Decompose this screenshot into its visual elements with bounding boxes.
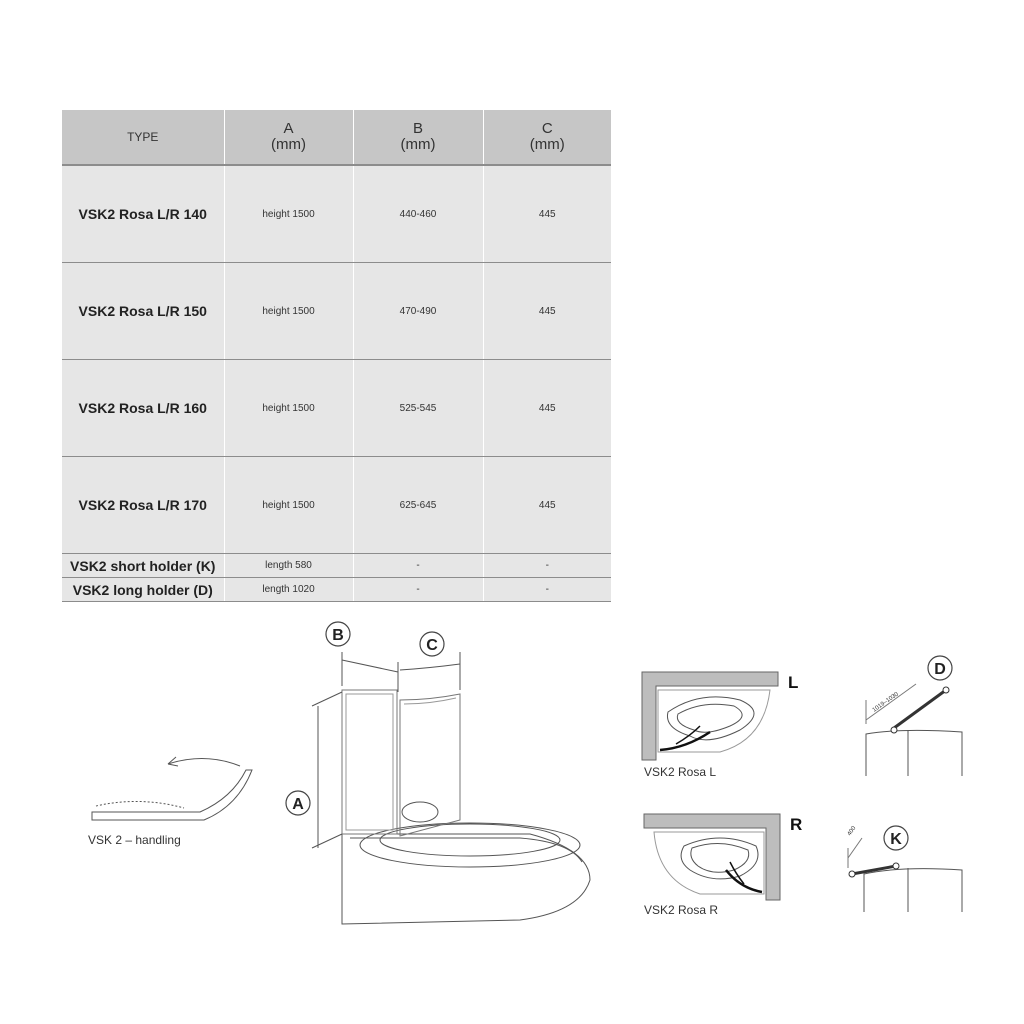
cell-b: 525-545 [353, 360, 483, 457]
panel-curved [92, 770, 252, 820]
rosa-r-caption: VSK2 Rosa R [644, 903, 719, 917]
cell-c: 445 [483, 457, 611, 554]
svg-text:D: D [934, 661, 946, 678]
dim-k-label: 400 [846, 825, 858, 838]
bathtub-drawing [312, 652, 590, 924]
cell-b: - [353, 578, 483, 602]
dim-c-line [400, 664, 460, 670]
cell-a: height 1500 [224, 360, 353, 457]
cell-a: length 580 [224, 554, 353, 578]
side-r-label: R [790, 815, 803, 834]
header-b: B (mm) [353, 110, 483, 165]
cell-a: height 1500 [224, 263, 353, 360]
cell-c: 445 [483, 360, 611, 457]
header-c: C (mm) [483, 110, 611, 165]
svg-text:B: B [332, 627, 344, 644]
label-d-circle [928, 656, 952, 680]
cell-type: VSK2 Rosa L/R 170 [62, 457, 224, 554]
cell-b: 625-645 [353, 457, 483, 554]
plan-rosa-l [642, 672, 778, 760]
cell-c: 445 [483, 165, 611, 263]
cell-a: length 1020 [224, 578, 353, 602]
cell-type: VSK2 Rosa L/R 160 [62, 360, 224, 457]
cell-b: 470-490 [353, 263, 483, 360]
svg-text:A: A [292, 796, 304, 813]
cell-b: 440-460 [353, 165, 483, 263]
dim-b-line [342, 660, 398, 672]
header-type: TYPE [62, 110, 224, 165]
cell-b: - [353, 554, 483, 578]
screen-fixed-panel [342, 690, 397, 834]
svg-text:K: K [890, 831, 902, 848]
label-a-circle [286, 791, 310, 815]
holder-k-drawing [848, 838, 962, 912]
panel-ghost [96, 801, 184, 808]
handling-sketch [92, 757, 252, 820]
side-l-label: L [788, 673, 799, 692]
svg-text:C: C [426, 637, 438, 654]
cell-a: height 1500 [224, 457, 353, 554]
handling-caption: VSK 2 – handling [88, 833, 181, 847]
label-c-circle [420, 632, 444, 656]
label-b-circle [326, 622, 350, 646]
cell-type: VSK2 short holder (K) [62, 554, 224, 578]
rotation-arrow [168, 758, 240, 766]
cell-c: 445 [483, 263, 611, 360]
plan-rosa-r [644, 814, 780, 900]
cell-a: height 1500 [224, 165, 353, 263]
cell-type: VSK2 long holder (D) [62, 578, 224, 602]
screen-curved-panel [400, 694, 460, 836]
cell-type: VSK2 Rosa L/R 150 [62, 263, 224, 360]
holder-d-drawing [866, 684, 962, 776]
cell-type: VSK2 Rosa L/R 140 [62, 165, 224, 263]
rosa-l-caption: VSK2 Rosa L [644, 765, 717, 779]
cell-c: - [483, 578, 611, 602]
dim-d-label: 1019–1030 [871, 691, 900, 714]
label-k-circle [884, 826, 908, 850]
header-a: A (mm) [224, 110, 353, 165]
cell-c: - [483, 554, 611, 578]
bathtub-body [342, 834, 590, 924]
